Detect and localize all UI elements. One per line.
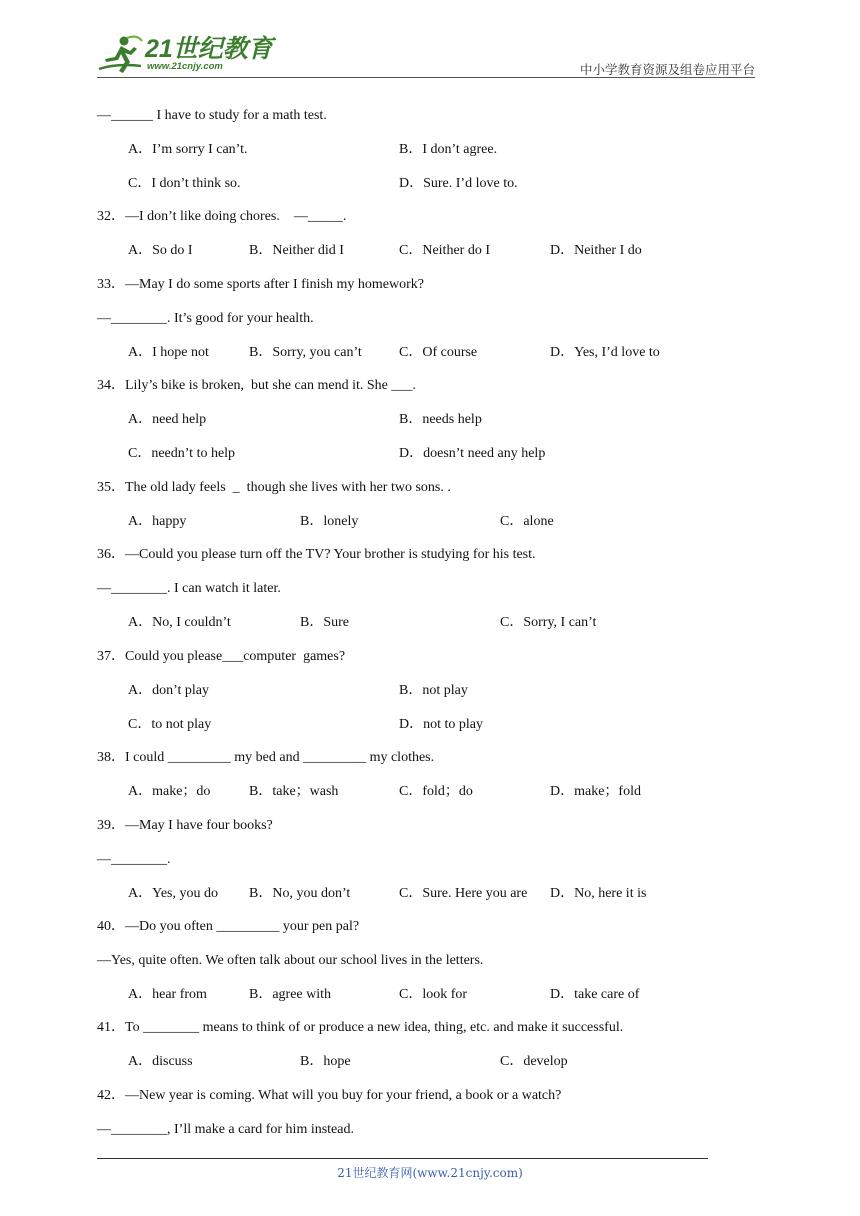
q36-option-c[interactable]: C．Sorry, I can’t [500, 615, 597, 630]
q35-option-b[interactable]: B．lonely [300, 514, 359, 529]
header-divider [97, 77, 755, 78]
q36-stem: 36．—Could you please turn off the TV? Your brother is studying for his test. [97, 547, 536, 562]
q33-option-a[interactable]: A．I hope not [128, 345, 209, 360]
q36-line2: —________. I can watch it later. [97, 581, 281, 596]
q37-stem: 37．Could you please___computer games? [97, 649, 346, 664]
runner-logo-icon [97, 35, 143, 75]
q35-option-c[interactable]: C．alone [500, 514, 554, 529]
q40-option-b[interactable]: B．agree with [249, 987, 332, 1002]
q41-option-c[interactable]: C．develop [500, 1054, 568, 1069]
q33-line2: —________. It’s good for your health. [97, 311, 314, 326]
q34-option-a[interactable]: A．need help [128, 412, 207, 427]
q32-option-b[interactable]: B．Neither did I [249, 243, 344, 258]
q34-option-c[interactable]: C．needn’t to help [128, 446, 236, 461]
page-header [97, 30, 755, 78]
q34-option-b[interactable]: B．needs help [399, 412, 482, 427]
platform-slogan: 中小学教育资源及组卷应用平台 [579, 62, 755, 77]
q40-line2: —Yes, quite often. We often talk about our school lives in the letters. [97, 953, 484, 968]
q31-option-a[interactable]: A．I’m sorry I can’t. [128, 142, 248, 157]
q41-option-a[interactable]: A．discuss [128, 1054, 193, 1069]
q31-option-b[interactable]: B．I don’t agree. [399, 142, 498, 157]
q32-option-a[interactable]: A．So do I [128, 243, 193, 258]
q41-stem: 41．To ________ means to think of or produce a new idea, thing, etc. and make it successful. [97, 1020, 624, 1035]
q40-option-c[interactable]: C．look for [399, 987, 468, 1002]
logo-text [145, 36, 273, 72]
q32-option-d[interactable]: D．Neither I do [550, 243, 642, 258]
q42-stem: 42．—New year is coming. What will you buy for your friend, a book or a watch? [97, 1088, 562, 1103]
q37-option-b[interactable]: B．not play [399, 683, 468, 698]
q37-option-d[interactable]: D．not to play [399, 717, 483, 732]
q34-stem: 34．Lily’s bike is broken, but she can mend it. She ___. [97, 378, 416, 393]
q38-option-c[interactable]: C．fold；do [399, 784, 473, 799]
q33-option-b[interactable]: B．Sorry, you can’t [249, 345, 362, 360]
q33-stem: 33．—May I do some sports after I finish my homework? [97, 277, 424, 292]
footer-divider [97, 1158, 708, 1159]
q38-option-a[interactable]: A．make；do [128, 784, 211, 799]
q39-option-b[interactable]: B．No, you don’t [249, 886, 351, 901]
q38-option-b[interactable]: B．take；wash [249, 784, 339, 799]
q33-option-d[interactable]: D．Yes, I’d love to [550, 345, 660, 360]
q37-option-a[interactable]: A．don’t play [128, 683, 210, 698]
q38-stem: 38．I could _________ my bed and _________ my clothes. [97, 750, 435, 765]
q36-option-b[interactable]: B．Sure [300, 615, 349, 630]
q41-option-b[interactable]: B．hope [300, 1054, 351, 1069]
q35-stem: 35．The old lady feels _ though she lives with her two sons. . [97, 480, 451, 495]
q39-option-a[interactable]: A．Yes, you do [128, 886, 218, 901]
q42-line2: —________, I’ll make a card for him instead. [97, 1122, 354, 1137]
site-logo[interactable] [97, 34, 143, 76]
q36-option-a[interactable]: A．No, I couldn’t [128, 615, 231, 630]
logo-url-text: www.21cnjy.com [147, 61, 223, 72]
q40-option-d[interactable]: D．take care of [550, 987, 640, 1002]
q32-stem: 32．—I don’t like doing chores. —_____. [97, 209, 347, 224]
q32-option-c[interactable]: C．Neither do I [399, 243, 490, 258]
q40-stem: 40．—Do you often _________ your pen pal? [97, 919, 360, 934]
logo-main-text: 21世纪教育 [145, 35, 273, 63]
q39-option-c[interactable]: C．Sure. Here you are [399, 886, 528, 901]
q33-option-c[interactable]: C．Of course [399, 345, 478, 360]
q37-option-c[interactable]: C．to not play [128, 717, 212, 732]
footer-link[interactable]: 21世纪教育网(www.21cnjy.com) [337, 1166, 523, 1180]
q35-option-a[interactable]: A．happy [128, 514, 187, 529]
q31-option-d[interactable]: D．Sure. I’d love to. [399, 176, 518, 191]
q31-line: —______ I have to study for a math test. [97, 108, 327, 123]
q39-option-d[interactable]: D．No, here it is [550, 886, 647, 901]
q40-option-a[interactable]: A．hear from [128, 987, 207, 1002]
q39-stem: 39．—May I have four books? [97, 818, 273, 833]
q38-option-d[interactable]: D．make；fold [550, 784, 641, 799]
q34-option-d[interactable]: D．doesn’t need any help [399, 446, 546, 461]
q31-option-c[interactable]: C．I don’t think so. [128, 176, 241, 191]
q39-line2: —________. [97, 852, 171, 867]
